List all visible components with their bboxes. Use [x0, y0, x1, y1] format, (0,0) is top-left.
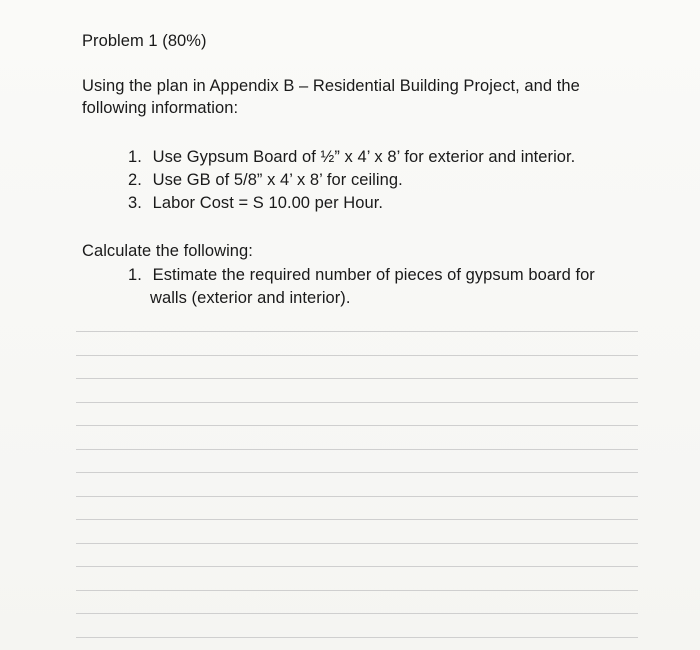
- answer-lines: [76, 0, 638, 650]
- answer-line: [76, 425, 638, 426]
- task-number: 1.: [128, 266, 142, 284]
- answer-line: [76, 566, 638, 567]
- problem-intro-line-2: following information:: [82, 99, 239, 117]
- info-item-text: Labor Cost = S 10.00 per Hour.: [152, 194, 383, 212]
- answer-line: [76, 543, 638, 544]
- answer-line: [76, 402, 638, 403]
- info-item-number: 3.: [128, 194, 142, 212]
- answer-line: [76, 613, 638, 614]
- task-text: Estimate the required number of pieces of gypsum board for: [152, 266, 595, 284]
- answer-line: [76, 496, 638, 497]
- info-item-number: 1.: [128, 148, 142, 166]
- answer-line: [76, 449, 638, 450]
- problem-intro-line-1: Using the plan in Appendix B – Residential Building Project, and the: [82, 77, 580, 95]
- info-item-text: Use Gypsum Board of ½” x 4’ x 8’ for exterior and interior.: [152, 148, 576, 166]
- task-1-line-2: walls (exterior and interior).: [150, 289, 351, 307]
- answer-line: [76, 637, 638, 638]
- answer-line: [76, 331, 638, 332]
- calculate-heading: Calculate the following:: [82, 242, 253, 260]
- answer-line: [76, 472, 638, 473]
- answer-line: [76, 590, 638, 591]
- answer-line: [76, 378, 638, 379]
- answer-line: [76, 519, 638, 520]
- answer-line: [76, 355, 638, 356]
- problem-title: Problem 1 (80%): [82, 32, 207, 50]
- info-item-text: Use GB of 5/8” x 4’ x 8’ for ceiling.: [152, 171, 403, 189]
- info-item-number: 2.: [128, 171, 142, 189]
